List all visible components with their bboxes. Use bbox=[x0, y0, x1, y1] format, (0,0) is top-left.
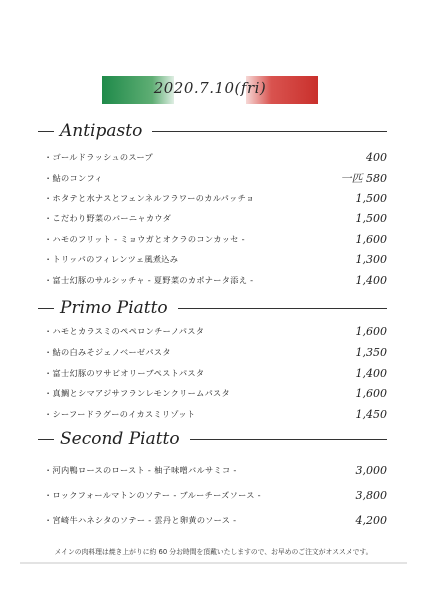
item-name: ・ハモのフリット - ミョウガとオクラのコンカッセ - bbox=[44, 233, 245, 244]
item-name: ・トリッパのフィレンツェ風煮込み bbox=[44, 253, 179, 264]
menu-item bbox=[44, 324, 387, 338]
item-price: 1,600 bbox=[355, 232, 387, 246]
item-name: ・宮崎牛ハネシタのソテー - 雲丹と卵黄のソース - bbox=[44, 514, 237, 525]
item-price: 1,400 bbox=[355, 273, 387, 287]
menu-item bbox=[44, 273, 387, 287]
item-name: ・富士幻豚のワサビオリーブペストパスタ bbox=[44, 367, 205, 378]
menu-item bbox=[44, 513, 387, 527]
footer-divider bbox=[20, 562, 407, 564]
item-price: 1,600 bbox=[355, 324, 387, 338]
section-primo-piatto-heading bbox=[38, 297, 387, 319]
item-price: 1,350 bbox=[355, 345, 387, 359]
section-title: Antipasto bbox=[60, 121, 143, 141]
item-name: ・シーフードラグーのイカスミリゾット bbox=[44, 408, 196, 419]
menu-item bbox=[44, 171, 387, 185]
item-name: ・鮎の白みそジェノベーゼパスタ bbox=[44, 346, 171, 357]
menu-item bbox=[44, 191, 387, 205]
item-price: 1,500 bbox=[355, 191, 387, 205]
item-name: ・こだわり野菜のバーニャカウダ bbox=[44, 212, 172, 223]
item-price: 1,450 bbox=[355, 407, 387, 421]
item-price: 1,600 bbox=[355, 386, 387, 400]
menu-item bbox=[44, 488, 387, 502]
item-price: 400 bbox=[366, 150, 387, 164]
menu-item bbox=[44, 366, 387, 380]
item-price: 3,000 bbox=[355, 463, 387, 477]
menu-date: 2020.7.10(fri) bbox=[153, 79, 267, 97]
menu-item bbox=[44, 252, 387, 266]
item-price: 1,500 bbox=[355, 211, 387, 225]
item-name: ・ホタテと水ナスとフェンネルフラワーのカルパッチョ bbox=[44, 192, 255, 203]
footer-note: メインの肉料理は焼き上がりに約 60 分お時間を頂戴いたしますので、お早めのご注文がオススメです。 bbox=[54, 548, 373, 556]
menu-item bbox=[44, 463, 387, 477]
menu-item bbox=[44, 211, 387, 225]
item-name: ・河内鴨ロースのロースト - 柚子味噌バルサミコ - bbox=[44, 464, 237, 475]
item-name: ・ロックフォールマトンのソテー - ブルーチーズソース - bbox=[44, 489, 261, 500]
section-title: Primo Piatto bbox=[60, 298, 168, 318]
item-name: ・富士幻豚のサルシッチャ - 夏野菜のカポナータ添え - bbox=[44, 274, 254, 285]
menu-item bbox=[44, 407, 387, 421]
item-name: ・真鯛とシマアジサフランレモンクリームパスタ bbox=[44, 387, 231, 398]
item-price: 1,400 bbox=[355, 366, 387, 380]
item-price: 3,800 bbox=[355, 488, 387, 502]
menu-item bbox=[44, 345, 387, 359]
item-price: 4,200 bbox=[355, 513, 387, 527]
item-price: 1,300 bbox=[355, 252, 387, 266]
section-second-piatto-heading bbox=[38, 428, 387, 450]
menu-item bbox=[44, 386, 387, 400]
section-antipasto-heading bbox=[38, 120, 387, 142]
item-price: 一匹 580 bbox=[340, 172, 387, 185]
menu-item bbox=[44, 150, 387, 164]
item-name: ・ゴールドラッシュのスープ bbox=[44, 151, 154, 162]
menu-item bbox=[44, 232, 387, 246]
item-name: ・鮎のコンフィ bbox=[44, 172, 103, 183]
section-title: Second Piatto bbox=[60, 429, 180, 449]
item-name: ・ハモとカラスミのペペロンチーノパスタ bbox=[44, 325, 205, 336]
